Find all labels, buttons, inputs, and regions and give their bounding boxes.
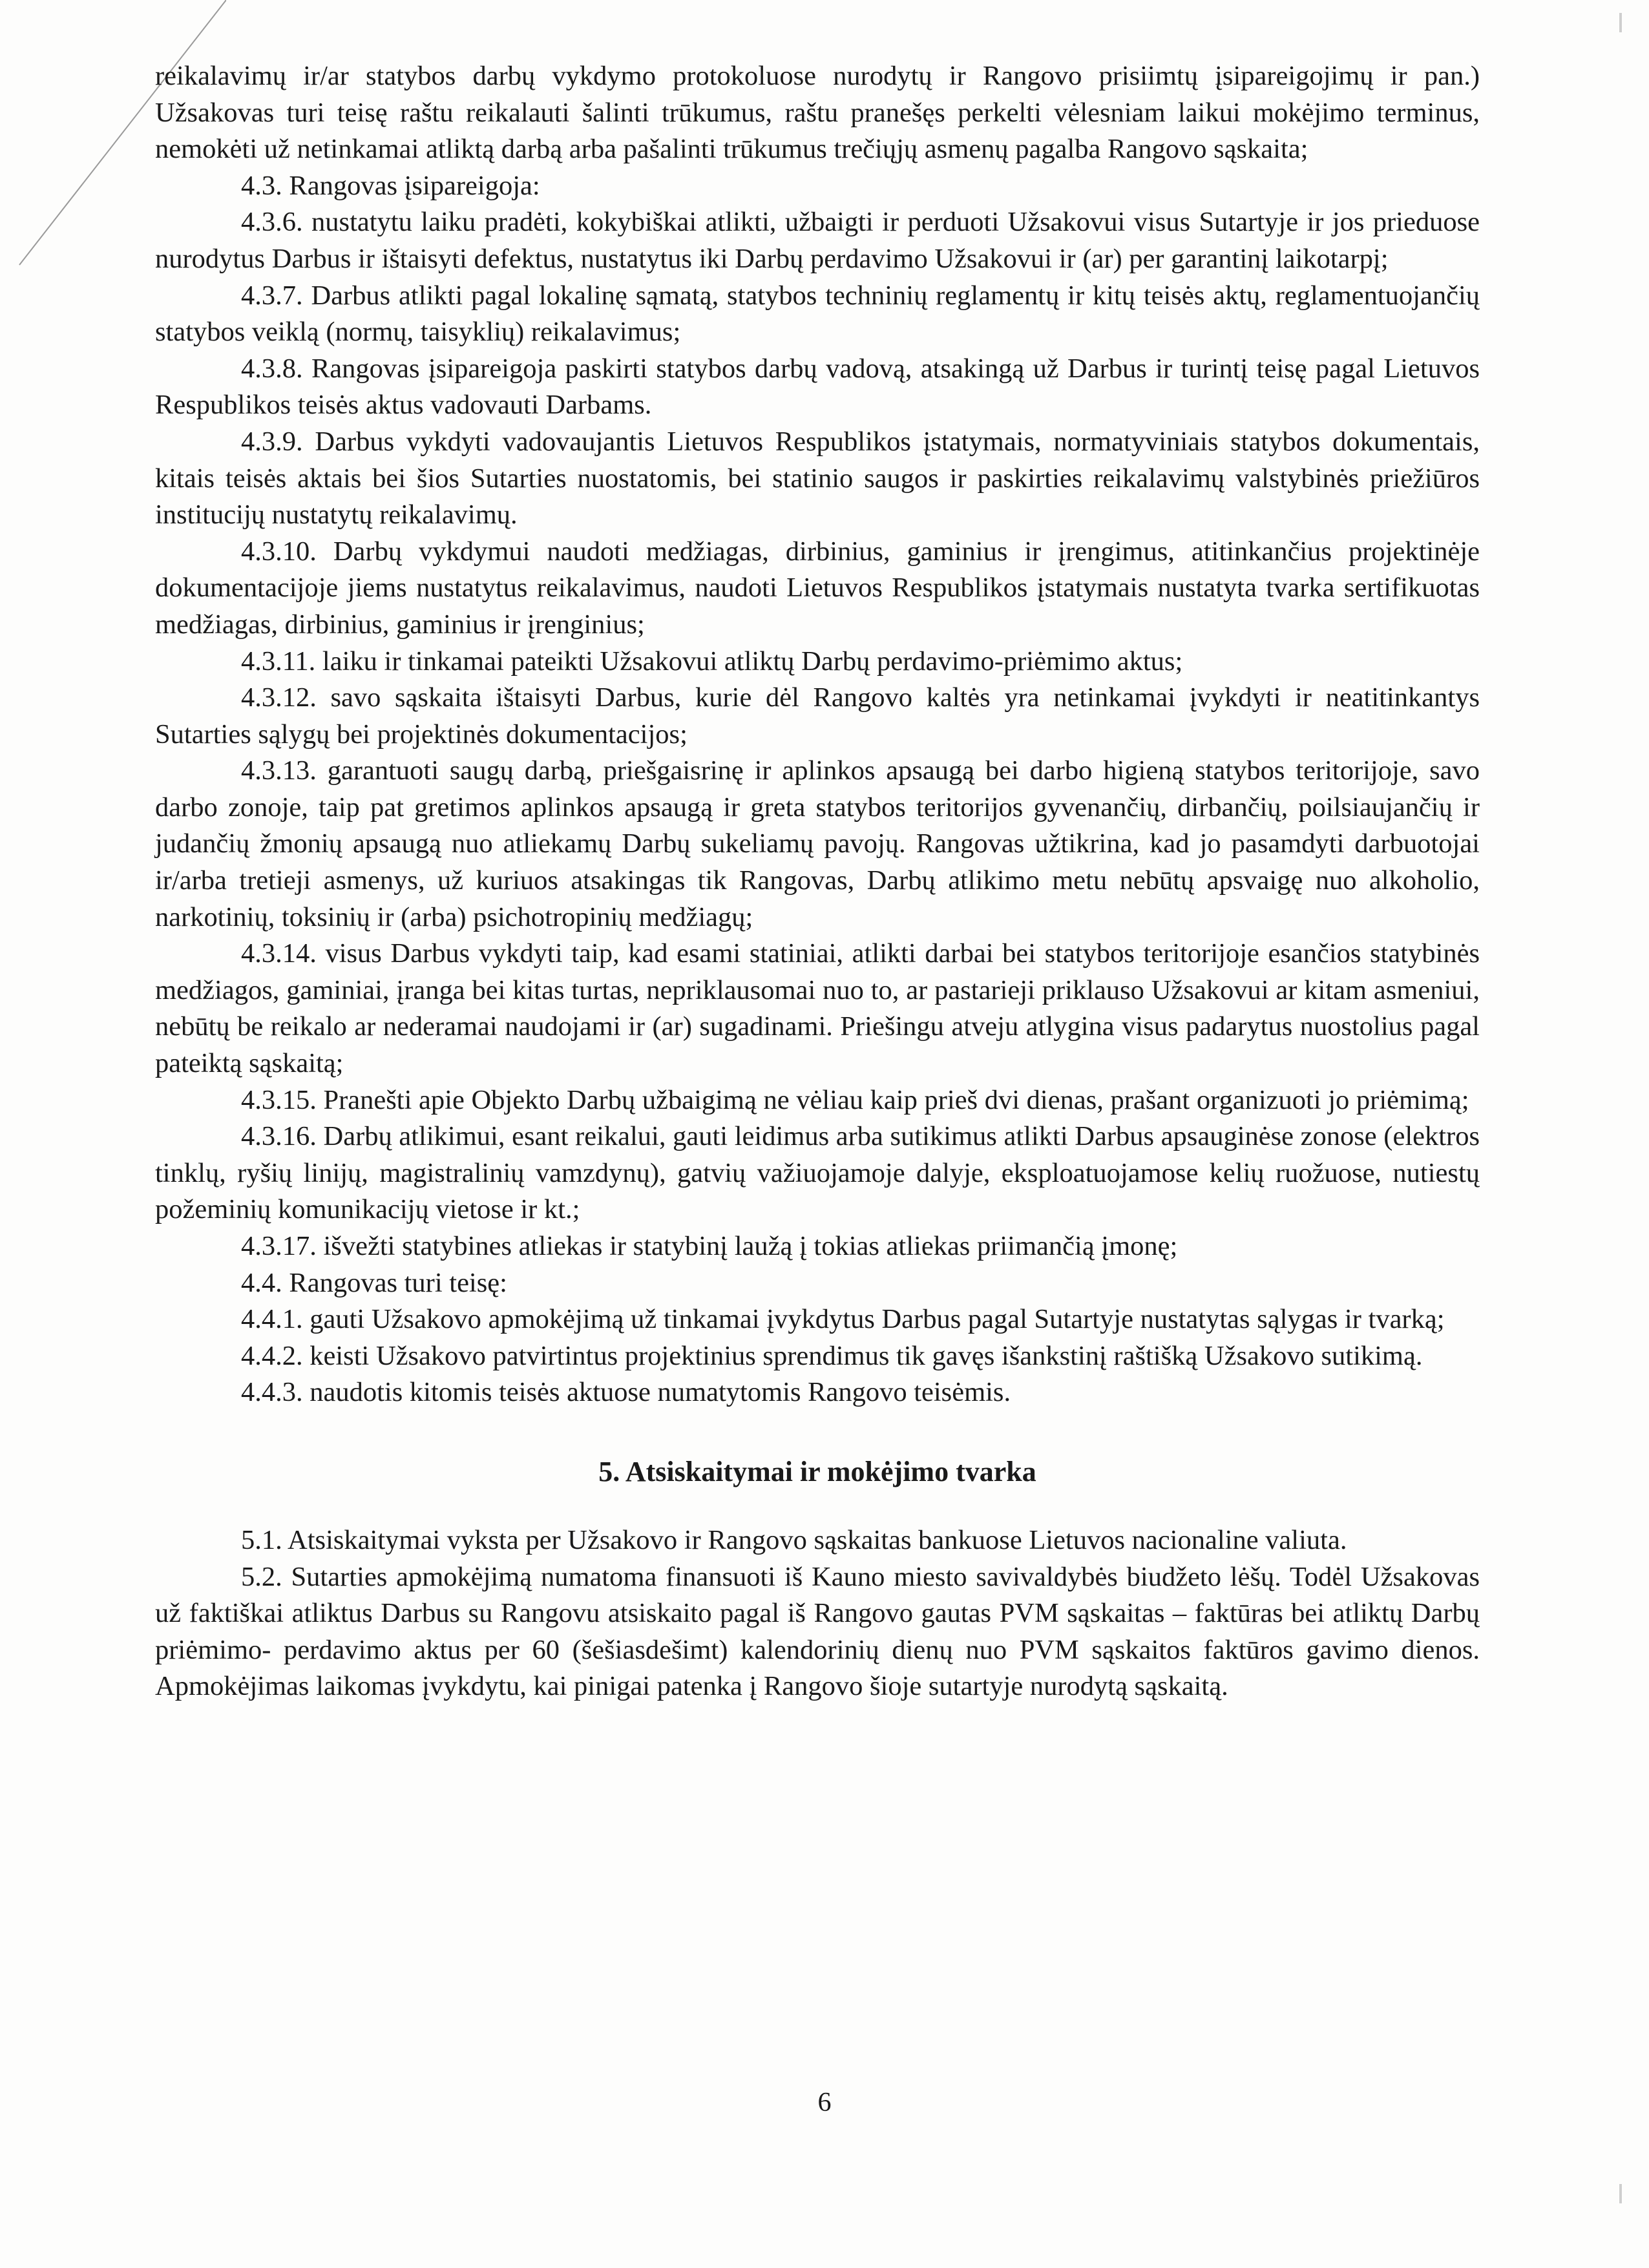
paragraph: 4.4.2. keisti Užsakovo patvirtintus projektinius sprendimus tik gavęs išankstinį raštišką Užsakovo sutikimą. [241, 1340, 1423, 1371]
paragraph: reikalavimų ir/ar statybos darbų vykdymo protokoluose nurodytų ir Rangovo prisiimtų įsipareigojimų ir pan.) Užsakovas turi teisę raštu reikalauti šalinti trūkumus, raštu pranešęs perkelti vėlesniam laikui mokėjimo terminus, nemokėti už netinkamai atliktą darbą arba pašalinti trūkumus trečiųjų asmenų pagalba Rangovo sąskaita; [155, 61, 1480, 165]
paragraph: 4.3.11. laiku ir tinkamai pateikti Užsakovui atliktų Darbų perdavimo-priėmimo aktus; [241, 646, 1183, 677]
scan-edge-mark [1619, 13, 1622, 32]
page-number: 6 [817, 2088, 832, 2117]
paragraph: 4.4. Rangovas turi teisę: [241, 1267, 507, 1298]
paragraph: 5.1. Atsiskaitymai vyksta per Užsakovo ir Rangovo sąskaitas bankuose Lietuvos nacionaline valiuta. [241, 1524, 1347, 1555]
paragraph: 4.3. Rangovas įsipareigoja: [241, 170, 540, 201]
paragraph: 5.2. Sutarties apmokėjimą numatoma finansuoti iš Kauno miesto savivaldybės biudžeto lėšų. Todėl Užsakovas už faktiškai atliktus Darbus su Rangovu atsiskaito pagal iš Rangovo gautas PVM sąskaitas – faktūras bei atliktų Darbų priėmimo- perdavimo aktus per 60 (šešiasdešimt) kalendorinių dienų nuo PVM sąskaitos faktūros gavimo dienos. Apmokėjimas laikomas įvykdytu, kai pinigai patenka į Rangovo šioje sutartyje nurodytą sąskaitą. [155, 1561, 1480, 1702]
paragraph: 4.3.9. Darbus vykdyti vadovaujantis Lietuvos Respublikos įstatymais, normatyviniais statybos dokumentais, kitais teisės aktais bei šios Sutarties nuostatomis, bei statinio saugos ir paskirties reikalavimų valstybinės priežiūros institucijų nustatytų reikalavimų. [155, 426, 1480, 530]
section-5-paragraphs [155, 1522, 1480, 1705]
scan-edge-mark [1619, 2184, 1622, 2203]
paragraph: 4.3.17. išvežti statybines atliekas ir statybinį laužą į tokias atliekas priimančią įmonę; [241, 1231, 1178, 1261]
paragraph: 4.3.13. garantuoti saugų darbą, priešgaisrinę ir aplinkos apsaugą bei darbo higieną statybos teritorijoje, savo darbo zonoje, taip pat gretimos aplinkos apsaugą ir greta statybos teritorijos gyvenančių, dirbančių, poilsiaujančių ir judančių žmonių apsaugą nuo atliekamų Darbų sukeliamų pavojų. Rangovas užtikrina, kad jo pasamdyti darbuotojai ir/arba tretieji asmenys, už kuriuos atsakingas tik Rangovas, Darbų atlikimo metu nebūtų apsvaigę nuo alkoholio, narkotinių, toksinių ir (arba) psichotropinių medžiagų; [155, 755, 1480, 932]
paragraph: 4.3.16. Darbų atlikimui, esant reikalui, gauti leidimus arba sutikimus atlikti Darbus apsauginėse zonose (elektros tinklų, ryšių linijų, magistralinių vamzdynų), gatvių važiuojamoje dalyje, eksploatuojamose kelių ruožuose, nutiestų požeminių komunikacijų vietose ir kt.; [155, 1121, 1480, 1225]
paragraph: 4.3.7. Darbus atlikti pagal lokalinę sąmatą, statybos techninių reglamentų ir kitų teisės aktų, reglamentuojančių statybos veiklą (normų, taisyklių) reikalavimus; [155, 280, 1480, 348]
paragraph: 4.3.12. savo sąskaita ištaisyti Darbus, kurie dėl Rangovo kaltės yra netinkamai įvykdyti ir neatitinkantys Sutarties sąlygų bei projektinės dokumentacijos; [155, 682, 1480, 750]
document-body [155, 58, 1480, 1705]
section-5-title: 5. Atsiskaitymai ir mokėjimo tvarka [598, 1455, 1036, 1487]
paragraph: 4.3.6. nustatytu laiku pradėti, kokybiškai atlikti, užbaigti ir perduoti Užsakovui visus Sutartyje ir jos prieduose nurodytus Darbus ir ištaisyti defektus, nustatytus iki Darbų perdavimo Užsakovui ir (ar) per garantinį laikotarpį; [155, 207, 1480, 274]
paragraph: 4.3.15. Pranešti apie Objekto Darbų užbaigimą ne vėliau kaip prieš dvi dienas, prašant organizuoti jo priėmimą; [241, 1084, 1469, 1115]
paragraph: 4.3.10. Darbų vykdymui naudoti medžiagas, dirbinius, gaminius ir įrengimus, atitinkančius projektinėje dokumentacijoje jiems nustatytus reikalavimus, naudoti Lietuvos Respublikos įstatymais nustatyta tvarka sertifikuotas medžiagas, dirbinius, gaminius ir įrenginius; [155, 536, 1480, 640]
paragraph: 4.4.1. gauti Užsakovo apmokėjimą už tinkamai įvykdytus Darbus pagal Sutartyje nustatytas sąlygas ir tvarką; [241, 1304, 1445, 1335]
paragraph: 4.3.8. Rangovas įsipareigoja paskirti statybos darbų vadovą, atsakingą už Darbus ir turintį teisę pagal Lietuvos Respublikos teisės aktus vadovauti Darbams. [155, 353, 1480, 421]
paragraph: 4.4.3. naudotis kitomis teisės aktuose numatytomis Rangovo teisėmis. [241, 1377, 1011, 1408]
section-4-paragraphs [155, 58, 1480, 1411]
paragraph: 4.3.14. visus Darbus vykdyti taip, kad esami statiniai, atlikti darbai bei statybos teritorijoje esančios statybinės medžiagos, gaminiai, įranga bei kitas turtas, nepriklausomai nuo to, ar pastarieji priklauso Užsakovui ar kitam asmeniui, nebūtų be reikalo ar nederamai naudojami ir (ar) sugadinami. Priešingu atveju atlygina visus padarytus nuostolius pagal pateiktą sąskaitą; [155, 938, 1480, 1079]
